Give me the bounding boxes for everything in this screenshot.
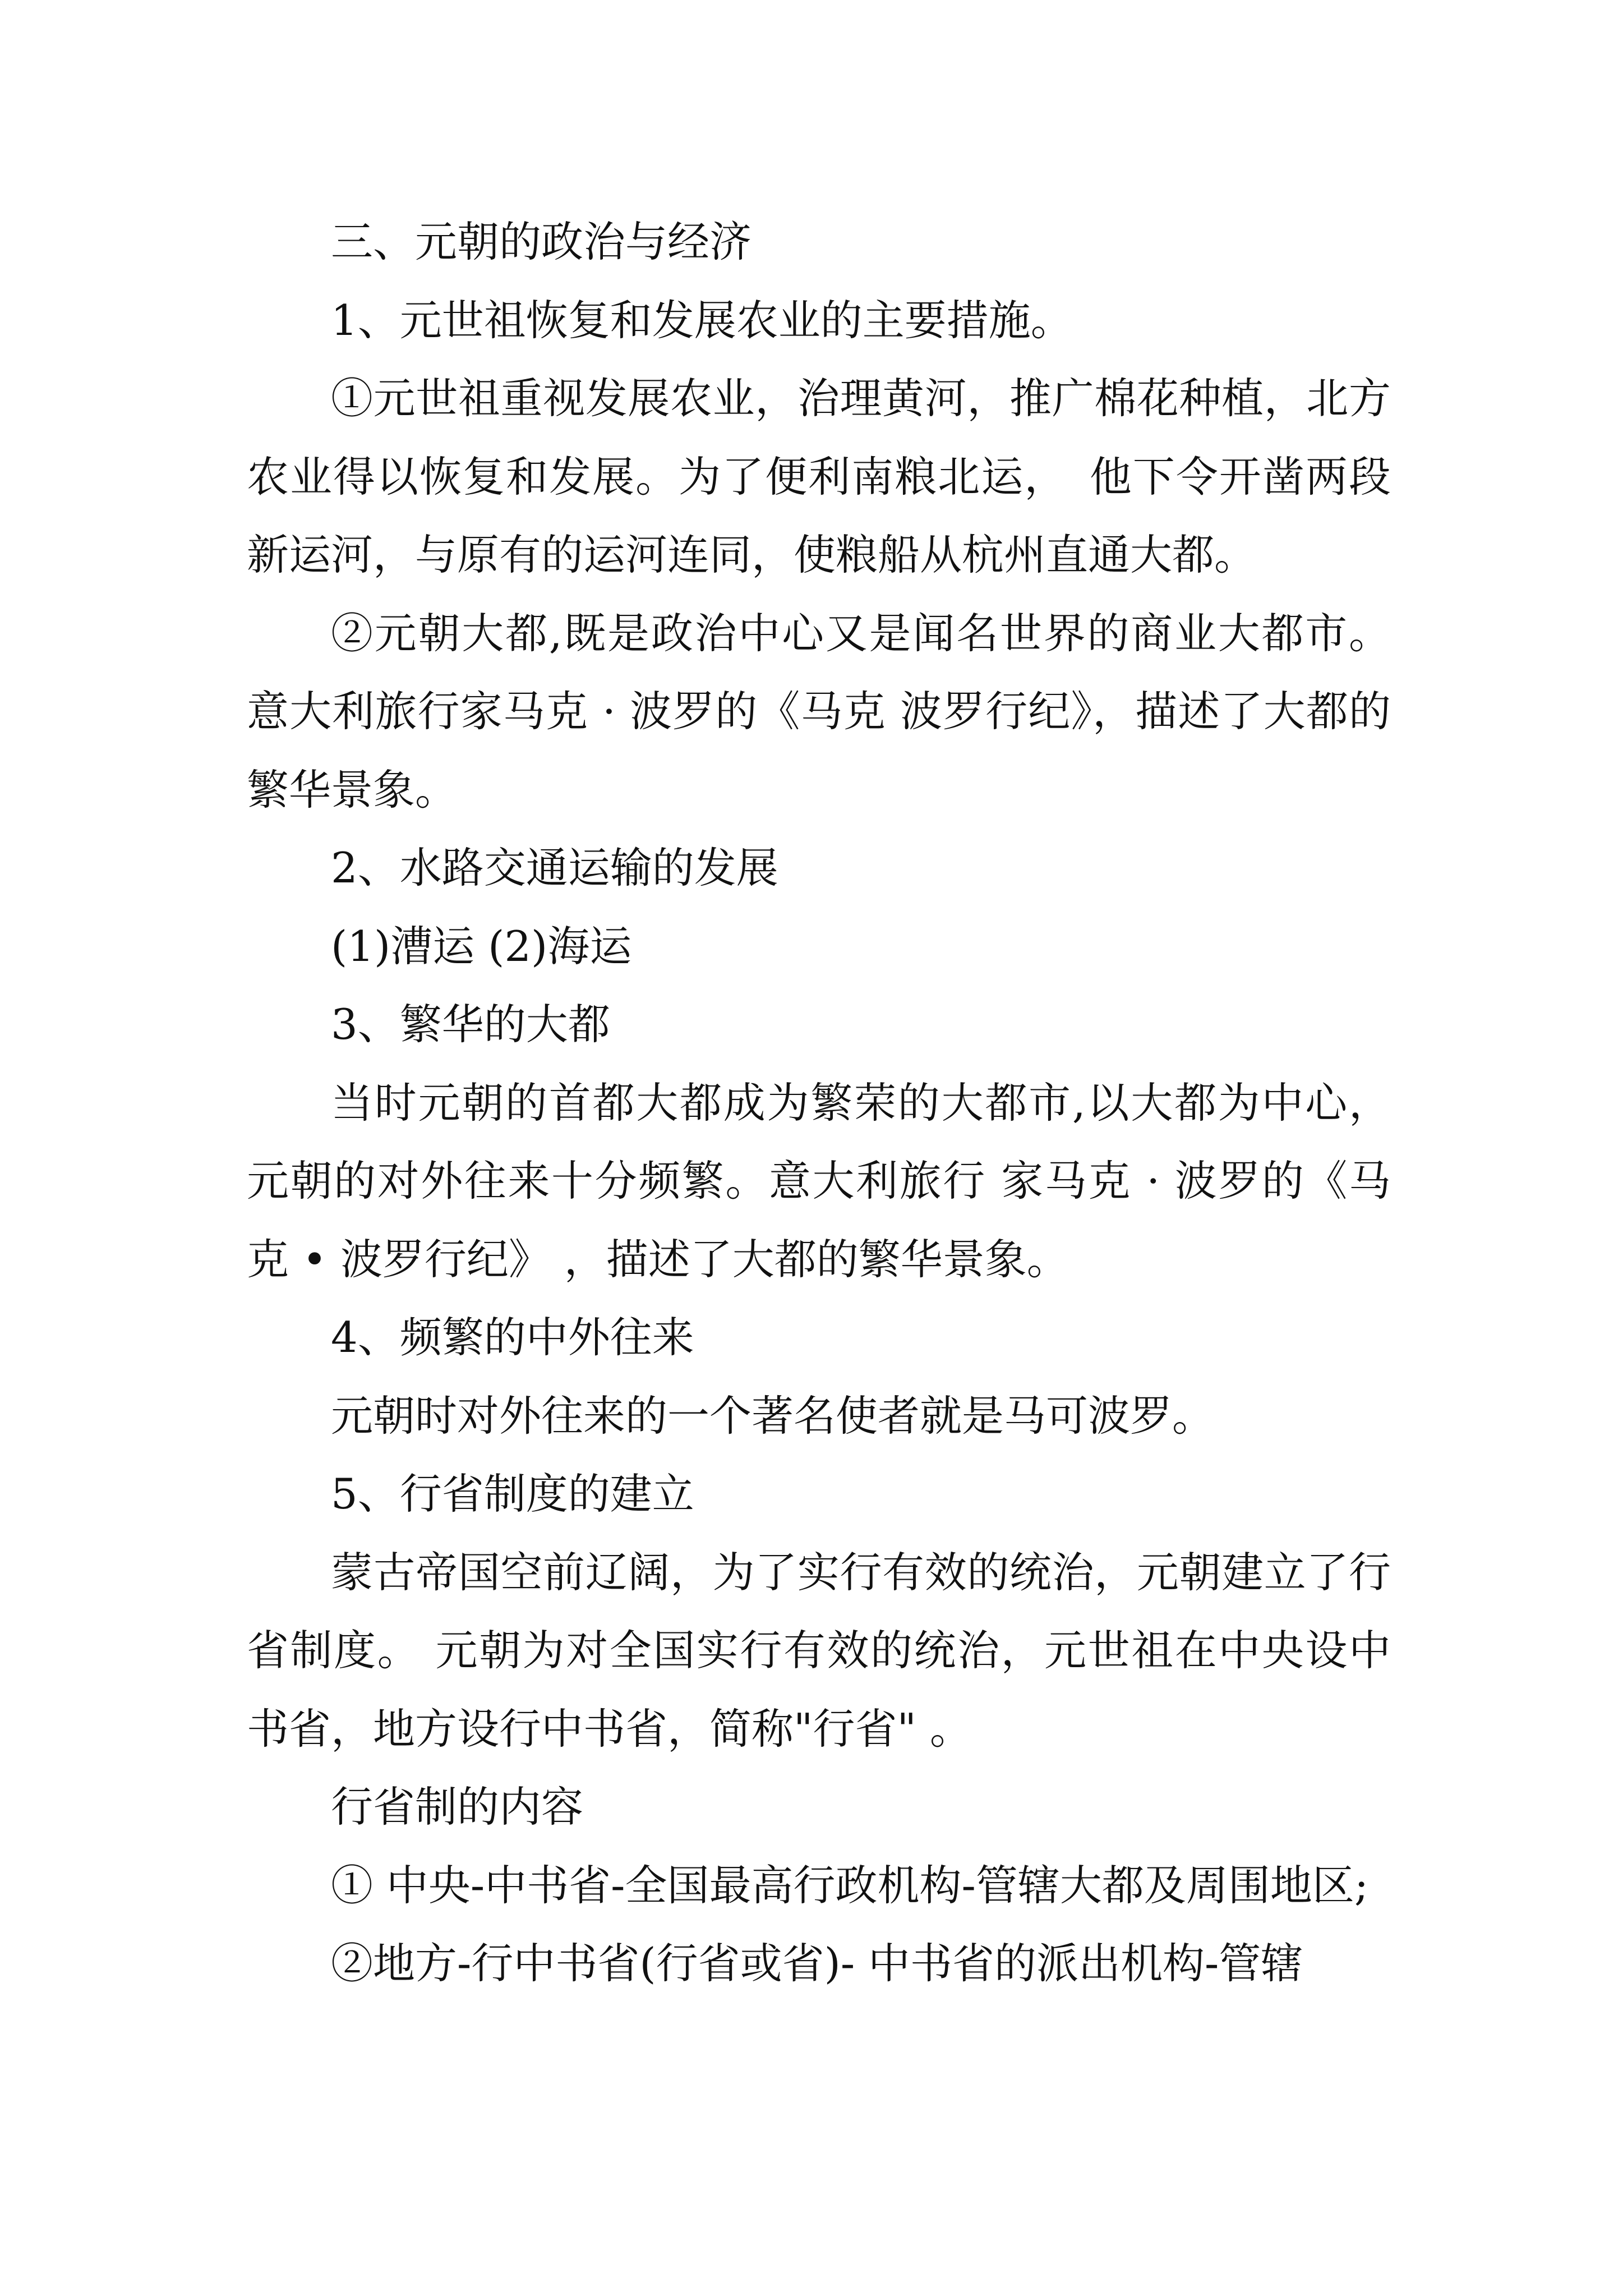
subheading-province-system: 5、行省制度的建立: [331, 1469, 694, 1519]
subheading-prosperous-dadu: 3、繁华的大都: [331, 1000, 610, 1049]
subheading-foreign-exchange: 4、频繁的中外往来: [331, 1313, 694, 1362]
subheading-province-content: 行省制的内容: [331, 1782, 584, 1832]
subheading-water-transport: 2、水路交通运输的发展: [331, 843, 778, 892]
paragraph-dadu-capital: 当时元朝的首都大都成为繁荣的大都市,以大都为中心，元朝的对外往来十分频繁。意大利旅行 家马克 · 波罗的《马克 • 波罗行纪》 ，描述了大都的繁华景象。: [247, 1078, 1391, 1284]
paragraph-marco-polo: 元朝时对外往来的一个著名使者就是马可波罗。: [331, 1391, 1215, 1441]
paragraph-transport-types: (1)漕运 (2)海运: [331, 921, 632, 971]
document-body: [247, 203, 1391, 2003]
paragraph-dadu-commerce: ②元朝大都,既是政治中心又是闻名世界的商业大都市。意大利旅行家马克 · 波罗的《马克 波罗行纪》，描述了大都的繁华景象。: [247, 608, 1391, 815]
paragraph-agriculture-measures: ①元世祖重视发展农业，治理黄河，推广棉花种植，北方农业得以恢复和发展。为了便利南粮北运， 他下令开凿两段新运河，与原有的运河连同，使粮船从杭州直通大都。: [247, 374, 1391, 579]
paragraph-province-establishment: 蒙古帝国空前辽阔，为了实行有效的统治，元朝建立了行省制度。 元朝为对全国实行有效的统治，元世祖在中央设中书省，地方设行中书省，简称"行省" 。: [247, 1547, 1391, 1754]
section-heading: 三、元朝的政治与经济: [331, 217, 752, 266]
list-item-central: ① 中央-中书省-全国最高行政机构-管辖大都及周围地区;: [331, 1860, 1369, 1910]
subheading-agriculture: 1、元世祖恢复和发展农业的主要措施。: [331, 295, 1073, 345]
list-item-local: ②地方-行中书省(行省或省)- 中书省的派出机构-管辖: [331, 1939, 1303, 1988]
